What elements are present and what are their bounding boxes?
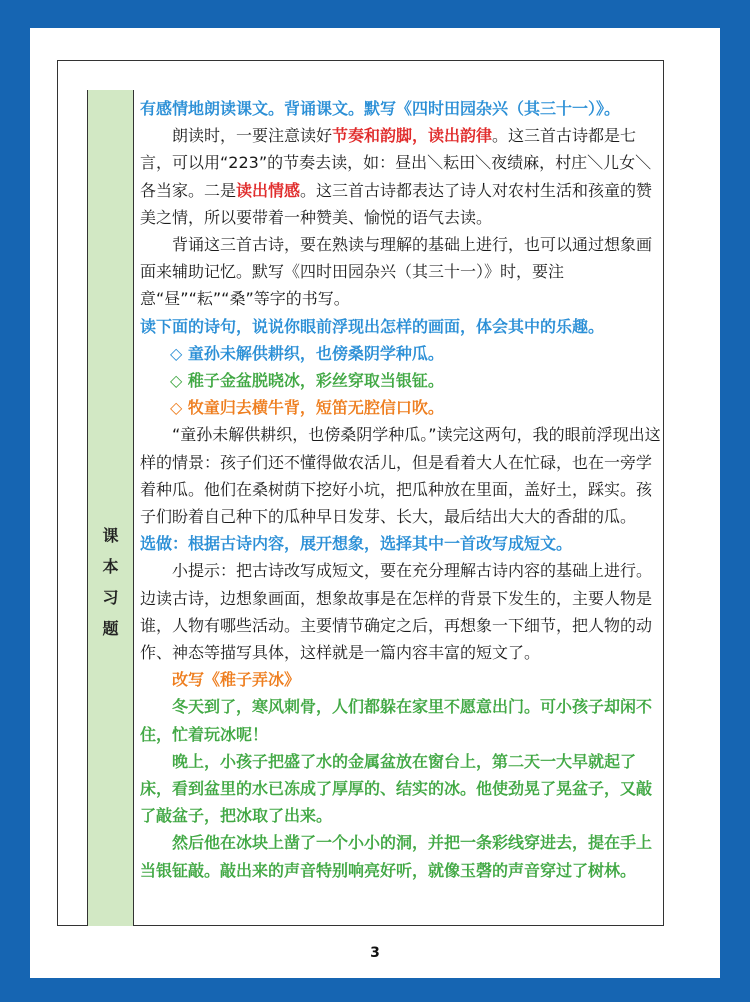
side-label: [88, 520, 133, 644]
question-2-title: 读下面的诗句，说说你眼前浮现出怎样的画面，体会其中的乐趣。: [140, 316, 605, 336]
text-span: 。这三首古诗都表达了诗人对农村生活和孩童的赞美之情，所以要带着一种赞美、愉悦的语气去读。: [140, 180, 653, 227]
paragraph-recite: 背诵这三首古诗，要在熟读与理解的基础上进行，也可以通过想象画面来辅助记忆。默写《四时田园杂兴（其三十一）》时，要注意“昼”“耘”“桑”等字的书写。: [140, 235, 653, 309]
content-area: [140, 95, 667, 884]
question-1-title: 有感情地朗读课文。背诵课文。默写《四时田园杂兴（其三十一）》。: [140, 99, 621, 118]
paragraph-scene: “童孙未解供耕织，也傍桑阴学种瓜。”读完这两句，我的眼前浮现出这样的情景：孩子们还不懂得做农活儿，但是看着大人在忙碌，也在一旁学着种瓜。他们在桑树荫下挖好小坑，把瓜种放在里面，盖好土，踩实。孩子们盼着自己种下的瓜种早日发芽、长大，最后结出大大的香甜的瓜。: [140, 425, 661, 527]
rewrite-paragraph-1: 冬天到了，寒风刺骨，人们都躲在家里不愿意出门。可小孩子却闲不住，忙着玩冰呢！: [140, 697, 653, 744]
paragraph-tip: 小提示：把古诗改写成短文，要在充分理解古诗内容的基础上进行。边读古诗，边想象画面，想象故事是在怎样的背景下发生的，主要人物是谁，人物有哪些活动。主要情节确定之后，再想象一下细节，把人物的动作、神态等描写具体，这样就是一篇内容丰富的短文了。: [140, 561, 653, 663]
side-char-1: 课: [102, 526, 119, 545]
poem-line-3: ◇ 牧童归去横牛背，短笛无腔信口吹。: [170, 398, 444, 418]
side-char-3: 习: [102, 588, 119, 607]
text-span: 朗读时，一要注意读好: [172, 126, 333, 146]
highlight-emotion: 读出情感: [236, 180, 301, 200]
page-number: 3: [370, 945, 380, 961]
side-char-2: 本: [102, 557, 119, 576]
side-column: [87, 90, 134, 926]
question-3-title: 选做：根据古诗内容，展开想象，选择其中一首改写成短文。: [140, 534, 573, 554]
rewrite-title: 改写《稚子弄冰》: [172, 670, 301, 690]
poem-line-1: ◇ 童孙未解供耕织，也傍桑阴学种瓜。: [170, 343, 444, 363]
side-char-4: 题: [102, 619, 119, 638]
highlight-rhythm: 节奏和韵脚，读出韵律: [332, 126, 493, 146]
paragraph-reading-tips: [140, 122, 667, 231]
poem-line-2: ◇ 稚子金盆脱晓冰，彩丝穿取当银钲。: [170, 371, 444, 391]
rewrite-paragraph-3: 然后他在冰块上凿了一个小小的洞，并把一条彩线穿进去，提在手上当银钲敲。敲出来的声音特别响亮好听，就像玉磬的声音穿过了树林。: [140, 833, 653, 880]
text-span: 。这三首古诗都是七言，可以用“223”的节奏去读，如：昼出＼耘田＼夜绩麻，村庄＼儿女＼各当家。二是: [140, 126, 652, 200]
rewrite-paragraph-2: 晚上，小孩子把盛了水的金属盆放在窗台上，第二天一大早就起了床，看到盆里的水已冻成了厚厚的、结实的冰。他使劲晃了晃盆子，又敲了敲盆子，把冰取了出来。: [140, 751, 653, 826]
